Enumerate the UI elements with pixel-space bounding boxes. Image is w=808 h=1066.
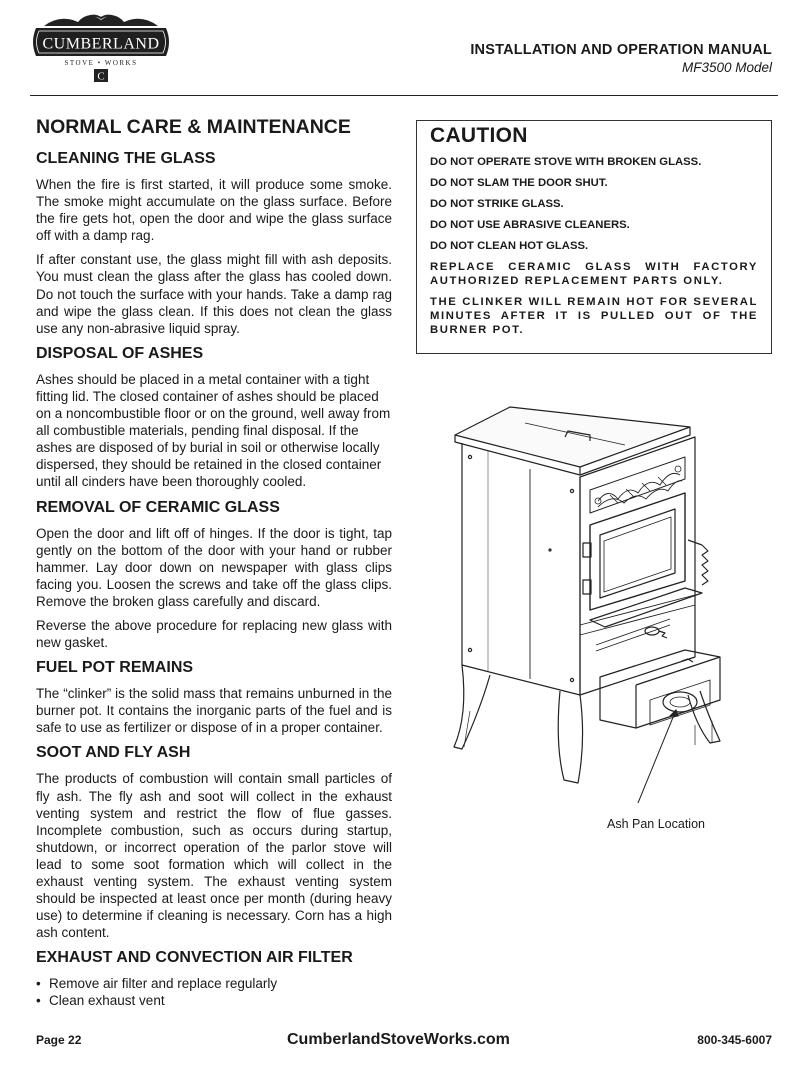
caution-item: DO NOT USE ABRASIVE CLEANERS. [430,219,630,231]
figure-caption: Ash Pan Location [607,817,705,831]
header-rule [30,95,778,96]
logo-tagline: STOVE • WORKS [64,59,138,67]
filter-list-item: • Remove air filter and replace regularly [36,975,392,992]
caution-item: DO NOT SLAM THE DOOR SHUT. [430,177,608,189]
logo-name: CUMBERLAND [42,35,160,53]
caution-box [416,120,772,354]
filter-heading: EXHAUST AND CONVECTION AIR FILTER [36,949,353,967]
caution-item: THE CLINKER WILL REMAIN HOT FOR SEVERAL MINUTES AFTER IT IS PULLED OUT OF THE BURNER POT. [430,296,758,336]
model-name: MF3500 Model [681,60,772,75]
ashes-paragraph: Ashes should be placed in a metal container with a tight fitting lid. The closed container of ashes should be placed on a noncombustible floor or on the ground, well away from all combustible materials, pending final disposal. If the ashes are disposed of by burial in soil or otherwise locally dispersed, they should be retained in the closed container until all cinders have been thoroughly cooled. [36,371,391,490]
cleaning-paragraph-1: When the fire is first started, it will produce some smoke. The smoke might accumulate on the glass surface. Before the fire gets hot, open the door and wipe the glass surface off with a damp rag. [36,177,392,244]
caution-item: DO NOT OPERATE STOVE WITH BROKEN GLASS. [430,156,702,168]
caution-item: REPLACE CERAMIC GLASS WITH FACTORY AUTHORIZED REPLACEMENT PARTS ONLY. [430,261,758,287]
cleaning-paragraph-2: If after constant use, the glass might fill with ash deposits. You must clean the glass after the glass has cooled down. Do not touch the surface with your hands. Take a damp rag and wipe the glass clean. If this does not clean the glass use any non-abrasive liquid spray. [36,252,392,336]
cumberland-logo [30,12,172,84]
fuel-pot-heading: FUEL POT REMAINS [36,659,194,677]
page-number: Page 22 [36,1033,82,1047]
manual-title: INSTALLATION AND OPERATION MANUAL [470,42,772,58]
page-title: NORMAL CARE & MAINTENANCE [36,116,351,138]
logo-initial: C [97,70,105,83]
main-column [36,116,392,1010]
fuel-pot-paragraph: The “clinker” is the solid mass that remains unburned in the burner pot. It contains the inorganic parts of the fuel and is safe to use as fertilizer or dispose of in a proper container. [36,686,392,736]
ashes-heading: DISPOSAL OF ASHES [36,344,204,362]
glass-removal-paragraph-2: Reverse the above procedure for replacing new glass with new gasket. [36,617,392,651]
soot-paragraph: The products of combustion will contain small particles of fly ash. The fly ash and soot will collect in the exhaust venting system and restrict the flow of flue gasses. Incomplete combustion, such as occurs during startup, shutdown, or incorrect operation of the parlor stove will lead to some soot formation which will collect in the exhaust venting system. The exhaust venting system should be inspected at least once per month (during heavy use) to determine if cleaning is necessary. Corn has a high ash content. [36,771,392,941]
filter-list-item: • Clean exhaust vent [36,992,392,1009]
caution-item: DO NOT CLEAN HOT GLASS. [430,240,589,252]
filter-list [36,975,392,1009]
glass-removal-heading: REMOVAL OF CERAMIC GLASS [36,498,280,516]
stove-illustration [440,395,740,810]
caution-item: DO NOT STRIKE GLASS. [430,198,564,210]
glass-removal-paragraph-1: Open the door and lift off of hinges. If the door is tight, tap gently on the bottom of the door with your hand or rubber hammer. Lay door down on newspaper with glass clips facing you. Loosen the screws and take off the glass clips. Remove the broken glass carefully and discard. [36,525,392,609]
soot-heading: SOOT AND FLY ASH [36,744,191,762]
cleaning-heading: CLEANING THE GLASS [36,150,216,167]
caution-title: CAUTION [430,124,528,147]
phone-number: 800-345-6007 [697,1033,772,1047]
website-link[interactable]: CumberlandStoveWorks.com [287,1031,510,1048]
